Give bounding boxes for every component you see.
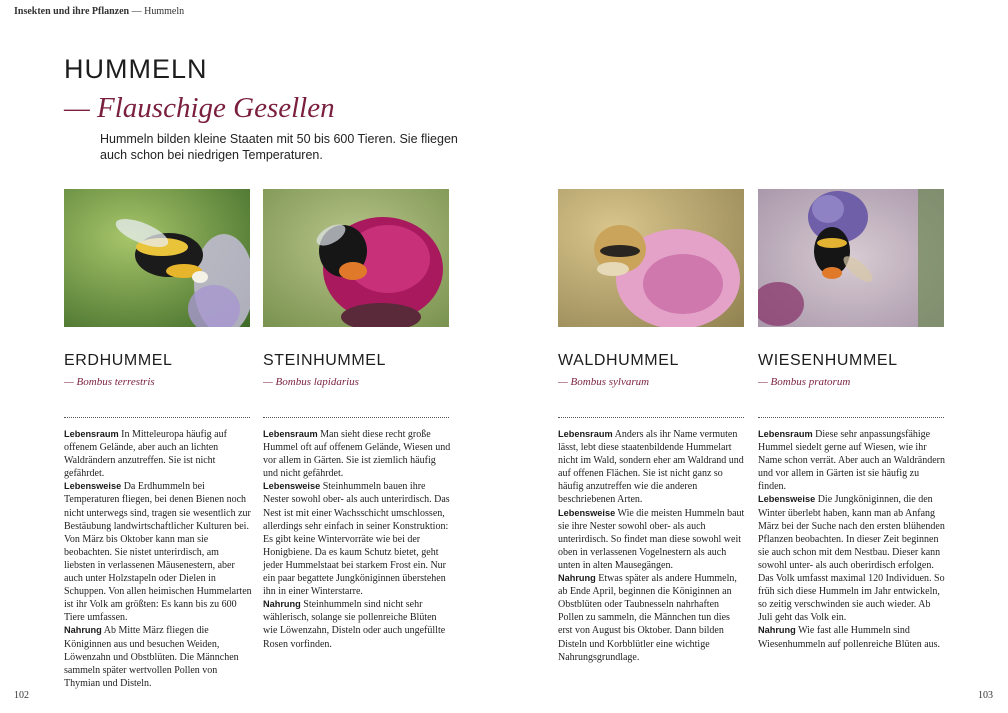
section-label: Lebensweise [758, 494, 816, 505]
species-name-erdhummel: ERDHUMMEL [64, 352, 173, 369]
photo-erdhummel [64, 189, 250, 327]
section-text: In Mitteleuropa häufig auf offenem Gelände, aber auch an lichten Waldrändern anzutreffen. Sie ist nicht gefährdet. [64, 429, 227, 480]
species-name-wiesenhummel: WIESENHUMMEL [758, 352, 898, 369]
section-text: Etwas später als andere Hummeln, ab Ende April, beginnen die Königinnen an Obstblüten oder Taubnesseln nahrhaften Pollen zu sammeln, die Männchen tun dies erst von August bis Oktober. Dann bilden Disteln und Korbblütler eine wichtige Nahrungsgrundlage. [558, 573, 737, 663]
section-label: Lebensraum [64, 429, 119, 439]
species-text-steinhummel [263, 428, 451, 651]
lebensraum-paragraph [263, 428, 451, 480]
nahrung-paragraph [263, 598, 451, 650]
photo-wiesenhummel [758, 189, 944, 327]
section-text: Man sieht diese recht große Hummel oft auf offenem Gelände, Wiesen und vor allem in Gärten. Sie ist ziemlich häufig und nicht gefährdet. [263, 429, 451, 480]
section-text: Die Jungköniginnen, die den Winter überlebt haben, kann man ab Anfang März bei der Suche nach den ersten blühenden Pflanzen beobachten. In dieser Zeit beginnen sie auch schon mit dem Nestbau. Dieser kann sowohl unter- als auch oberirdisch erfolgen. Das Volk umfasst maximal 120 Individuen. So früh sich diese Hummeln im Jahr entwickeln, so zeitig verschwinden sie auch wieder. Ab Juli geht das Volk ein. [758, 494, 945, 624]
section-label: Nahrung [558, 573, 596, 584]
section-text: Steinhummeln bauen ihre Nester sowohl ober- als auch unterirdisch. Das Nest ist mit einer Wachsschicht umschlossen, allerdings sehr einfach in seiner Konstruktion: Es gibt keine Wintervorräte wie bei der Honigbiene. Da es kaum Schutz bietet, geht jeder Hummelstaat bei starkem Frost ein. Nur ein paar begattete Jungköniginnen überstehen ihn in einer Winterstarre. [263, 481, 450, 598]
chapter-title: Hummeln [144, 6, 185, 17]
intro-text: Hummeln bilden kleine Staaten mit 50 bis 600 Tieren. Sie fliegen auch schon bei niedrigen Temperaturen. [100, 132, 458, 162]
lebensraum-paragraph [558, 428, 746, 507]
section-text: Da Erdhummeln bei Temperaturen fliegen, bei denen Bienen noch nicht unterwegs sind, tragen sie wesentlich zur Bestäubung landwirtschaftlicher Kulturen bei. Von März bis Oktober kann man sie beobachten. Sie nistet unterirdisch, am liebsten in verlassenen Mäusenestern, aber auch unter Holzstapeln oder Dielen in Schuppen. Von allen heimischen Hummelarten ist ihr Volk am größten: Es kann bis zu 600 Tiere umfassen. [64, 481, 252, 624]
section-label: Nahrung [64, 625, 102, 636]
divider [558, 417, 744, 418]
lebensweise-paragraph [758, 493, 946, 624]
section-label: Nahrung [263, 599, 301, 610]
species-name-waldhummel: WALDHUMMEL [558, 352, 679, 369]
section-label: Lebensraum [263, 429, 318, 439]
section-text: Wie die meisten Hummeln baut sie ihre Nester sowohl ober- als auch unterirdisch. So findet man diese sowohl weit oben in verlassenen Vogelnestern als auch unten in alten Mausegängen. [558, 507, 745, 571]
species-text-wiesenhummel [758, 428, 946, 651]
page-number-right: 103 [978, 690, 993, 701]
section-text: Steinhummeln sind nicht sehr wählerisch, solange sie pollenreiche Blüten wie Löwenzahn, Disteln oder auch ungefüllte Rosen vorfinden. [263, 599, 446, 650]
species-latin-wiesenhummel: — Bombus pratorum [758, 376, 851, 388]
lebensweise-paragraph [263, 480, 451, 598]
lebensraum-paragraph [758, 428, 946, 493]
section-label: Lebensraum [758, 429, 813, 439]
section-label: Lebensraum [558, 429, 613, 439]
section-label: Lebensweise [64, 481, 122, 492]
nahrung-paragraph [64, 624, 252, 689]
species-text-erdhummel [64, 428, 252, 690]
nahrung-paragraph [758, 624, 946, 650]
running-head [14, 6, 184, 17]
species-name-steinhummel: STEINHUMMEL [263, 352, 387, 369]
photo-steinhummel [263, 189, 449, 327]
page-title: HUMMELN [64, 54, 208, 84]
divider [758, 417, 944, 418]
section-title: Insekten und ihre Pflanzen [14, 6, 130, 17]
species-latin-steinhummel: — Bombus lapidarius [263, 376, 359, 388]
divider [64, 417, 250, 418]
section-text: Ab Mitte März fliegen die Königinnen aus und besuchen Weiden, Löwenzahn und Obstblüten. Die Männchen sammeln später wertvollen Pollen von Thymian und Disteln. [64, 625, 239, 689]
page-subtitle: — Flauschige Gesellen [64, 92, 335, 124]
section-label: Nahrung [758, 625, 796, 636]
lebensweise-paragraph [558, 507, 746, 572]
lebensweise-paragraph [64, 480, 252, 624]
section-text: Anders als ihr Name vermuten lässt, lebt diese staatenbildende Hummelart nicht im Wald, sondern eher am Waldrand und auf offenen Flächen. Sie ist nicht ganz so häufig anzutreffen wie die anderen beschriebenen Arten. [558, 429, 744, 506]
divider [263, 417, 449, 418]
section-label: Lebensweise [263, 481, 321, 492]
header-separator: — [131, 6, 142, 17]
photo-waldhummel [558, 189, 744, 327]
species-latin-erdhummel: — Bombus terrestris [64, 376, 155, 388]
page-number-left: 102 [14, 690, 29, 701]
species-latin-waldhummel: — Bombus sylvarum [558, 376, 650, 388]
lebensraum-paragraph [64, 428, 252, 480]
section-label: Lebensweise [558, 507, 616, 518]
section-text: Wie fast alle Hummeln sind Wiesenhummeln auf pollenreiche Blüten aus. [758, 625, 941, 650]
section-text: Diese sehr anpassungsfähige Hummel siedelt gerne auf Wiesen, wie ihr Name schon verrät. Aber auch an Waldrändern und vor allem in Gärten ist sie häufig zu finden. [758, 429, 945, 493]
nahrung-paragraph [558, 572, 746, 664]
species-text-waldhummel [558, 428, 746, 664]
